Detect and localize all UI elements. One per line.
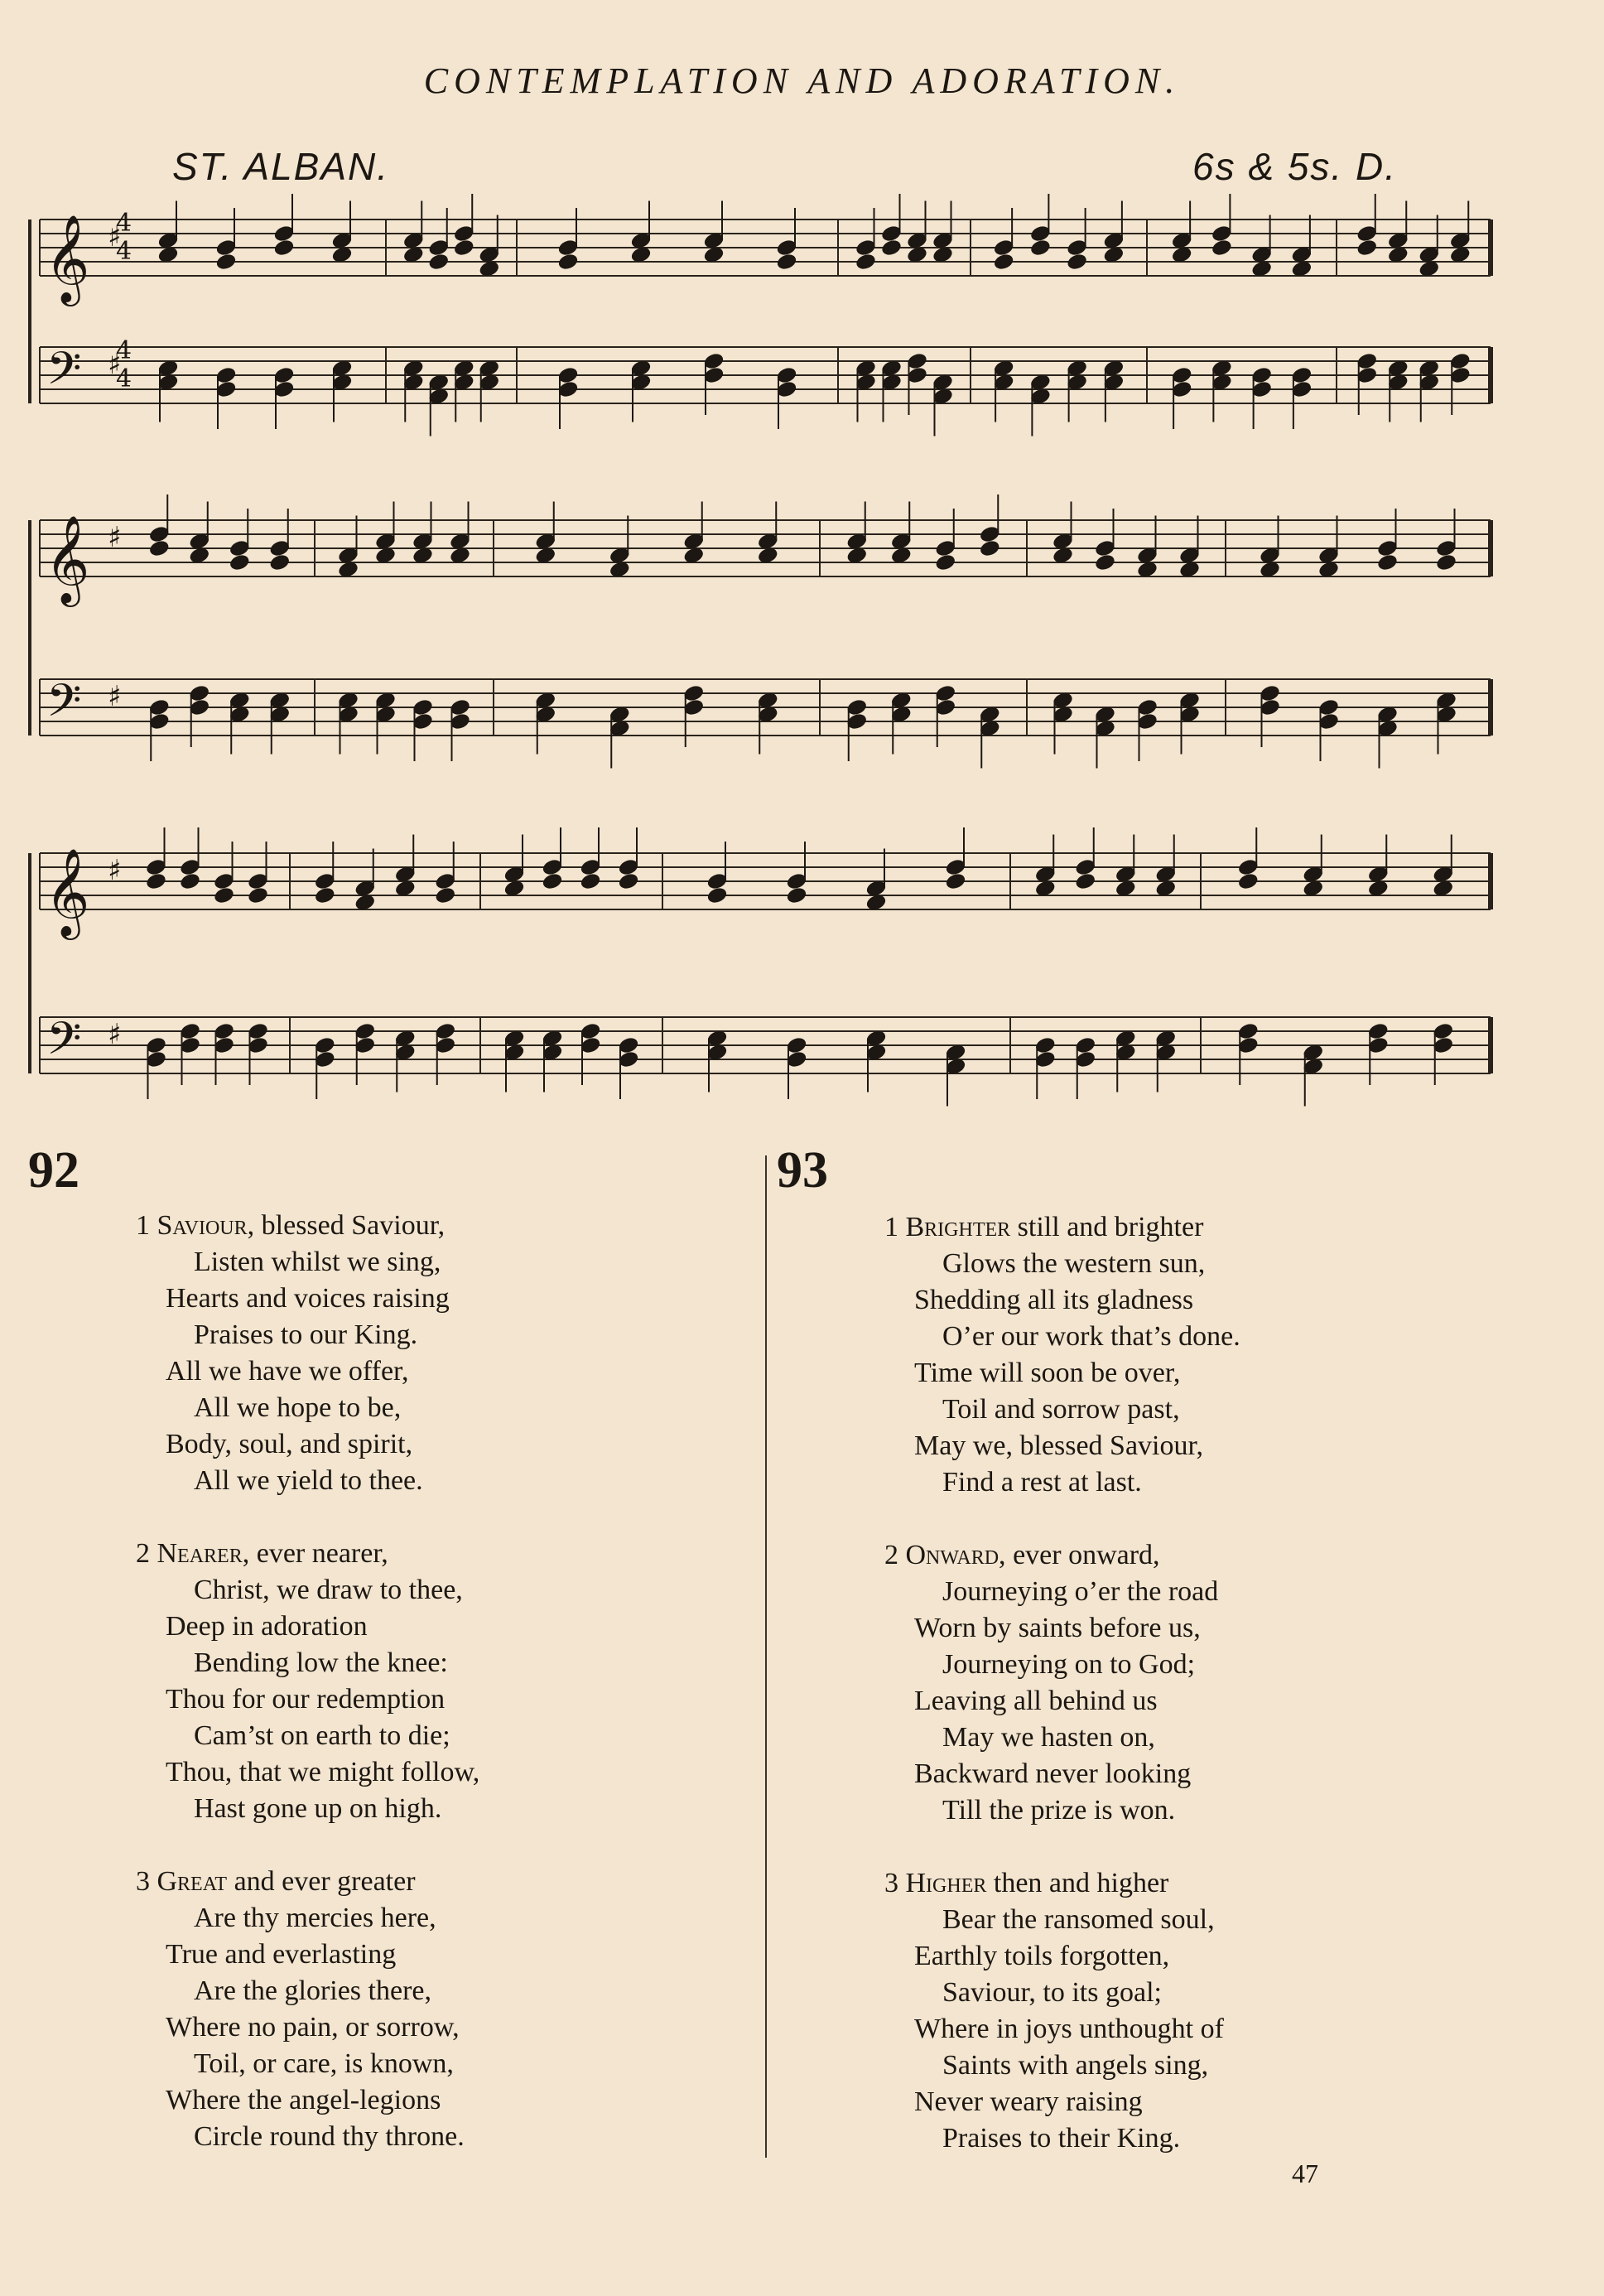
treble-clef-icon: 𝄞 <box>45 847 90 936</box>
note-head <box>435 886 456 904</box>
stanza-line <box>884 1209 1240 1246</box>
stanza-line: Toil, or care, is known, <box>194 2048 454 2079</box>
note-head <box>880 239 902 257</box>
stanza-line: Where no pain, or sorrow, <box>166 2012 460 2043</box>
stanza-line: Earthly toils forgotten, <box>914 1941 1170 1971</box>
time-signature-bottom: 4 <box>116 364 132 393</box>
note-head <box>945 872 966 890</box>
note-head <box>215 253 237 271</box>
stanza-line: Bending low the knee: <box>194 1647 448 1678</box>
stanza-line: Circle round thy throne. <box>194 2121 465 2152</box>
hymn-number-93: 93 <box>777 1142 828 1199</box>
note-head <box>618 872 639 890</box>
treble-clef-icon: 𝄞 <box>45 214 90 302</box>
key-signature-sharp-icon: ♯ <box>108 1018 122 1051</box>
stanza-first-word: Onward, <box>905 1540 1006 1570</box>
stanza-line: Hast gone up on high. <box>194 1793 442 1824</box>
note-head <box>855 253 876 271</box>
note-head <box>453 239 474 257</box>
hymn-92-text <box>136 1208 480 2192</box>
stanza-line: Saviour, to its goal; <box>942 1977 1162 2008</box>
note-head <box>979 539 1000 557</box>
stanza <box>884 1209 1240 1501</box>
stanza-line-text: and ever greater <box>234 1866 416 1897</box>
stanza-line-text: blessed Saviour, <box>261 1210 446 1241</box>
stanza-line-text: then and higher <box>993 1868 1169 1898</box>
stanza-line: Thou for our redemption <box>166 1684 446 1715</box>
note-head <box>1029 239 1051 257</box>
bass-clef-icon: 𝄢 <box>46 674 82 738</box>
stanza-number: 2 <box>884 1540 898 1570</box>
note-head <box>213 886 234 904</box>
treble-clef-icon: 𝄞 <box>45 514 90 603</box>
note-head <box>1211 239 1232 257</box>
stanza-first-word: Brighter <box>905 1212 1011 1242</box>
stanza-line: True and everlasting <box>166 1939 397 1970</box>
note-head <box>269 553 291 572</box>
stanza-line <box>884 1865 1240 1902</box>
stanza-line: Find a rest at last. <box>942 1467 1142 1498</box>
stanza-line <box>136 1864 479 1900</box>
key-signature-sharp-icon: ♯ <box>108 521 122 554</box>
note-head <box>706 886 728 904</box>
stanza-line: Glows the western sun, <box>942 1248 1206 1279</box>
stanza-line: Never weary raising <box>914 2086 1143 2117</box>
note-head <box>145 872 166 890</box>
stanza-line: Till the prize is won. <box>942 1795 1176 1826</box>
staff-lines <box>30 219 1491 1073</box>
note-head <box>247 886 268 904</box>
staff-clefs <box>45 209 132 1076</box>
stanza-line: Worn by saints before us, <box>914 1613 1201 1643</box>
music-score <box>0 0 1604 1126</box>
stanza-line: Body, soul, and spirit, <box>166 1429 413 1459</box>
note-head <box>935 553 956 572</box>
stanza-line: Where the angel-legions <box>166 2085 441 2115</box>
bass-clef-icon: 𝄢 <box>46 342 82 406</box>
stanza-line <box>884 1537 1240 1574</box>
note-heads <box>145 194 1471 1107</box>
note-head <box>314 886 335 904</box>
stanza-line: Where in joys unthought of <box>914 2014 1224 2044</box>
stanza-line: O’er our work that’s done. <box>942 1321 1240 1352</box>
time-signature-top: 4 <box>116 209 132 238</box>
key-signature-sharp-icon: ♯ <box>108 854 122 887</box>
stanza-line: Toil and sorrow past, <box>942 1394 1180 1425</box>
stanza-line: Are the glories there, <box>194 1975 431 2006</box>
stanza-line: Christ, we draw to thee, <box>194 1575 463 1605</box>
stanza <box>136 1536 480 1827</box>
stanza-first-word: Great <box>157 1866 228 1897</box>
note-head <box>1237 872 1259 890</box>
hymn-93-text <box>884 1209 1240 2193</box>
stanza-line: Bear the ransomed soul, <box>942 1904 1215 1935</box>
stanza-first-word: Saviour, <box>157 1210 255 1241</box>
stanza-line: All we have we offer, <box>166 1356 409 1387</box>
stanza-line: Listen whilst we sing, <box>194 1247 441 1277</box>
stanza-number: 3 <box>884 1868 898 1898</box>
stanza-line-text: ever nearer, <box>256 1538 388 1569</box>
meter-label: 6s & 5s. D. <box>1192 145 1397 188</box>
note-head <box>428 253 450 271</box>
stanza-first-word: Nearer, <box>157 1538 250 1569</box>
note-head <box>542 872 563 890</box>
stanza-line: Praises to our King. <box>194 1319 418 1350</box>
stanza-line: May we, blessed Saviour, <box>914 1430 1203 1461</box>
note-head <box>148 539 170 557</box>
stanza-line: Time will soon be over, <box>914 1358 1181 1388</box>
key-signature-sharp-icon: ♯ <box>108 680 122 713</box>
page-number: 47 <box>1292 2159 1318 2188</box>
stanza-line: Hearts and voices raising <box>166 1283 450 1314</box>
stanza-first-word: Higher <box>905 1868 987 1898</box>
stanza <box>136 1864 479 2155</box>
stanza-line <box>136 1208 479 1244</box>
time-signature-bottom: 4 <box>116 237 132 266</box>
tune-name: ST. ALBAN. <box>172 145 390 188</box>
note-head <box>179 872 200 890</box>
note-head <box>229 553 250 572</box>
stanza-number: 1 <box>884 1212 898 1242</box>
stanza-line-text: ever onward, <box>1013 1540 1160 1570</box>
stanza-line: Journeying on to God; <box>942 1649 1196 1680</box>
stanza-line: Thou, that we might follow, <box>166 1757 480 1787</box>
stanza-line-text: still and brighter <box>1017 1212 1204 1242</box>
stanza-line: Leaving all behind us <box>914 1686 1158 1716</box>
stanza-line: Deep in adoration <box>166 1611 368 1642</box>
hymn-number-92: 92 <box>28 1142 79 1199</box>
note-head <box>1376 553 1398 572</box>
key-signature-sharp-icon: ♯ <box>108 348 122 381</box>
note-head <box>776 253 797 271</box>
note-head <box>1356 239 1378 257</box>
stanza-line: Praises to their King. <box>942 2123 1181 2154</box>
stanza-line: Saints with angels sing, <box>942 2050 1209 2081</box>
stanza-line <box>136 1536 479 1572</box>
note-head <box>1094 553 1115 572</box>
stanza-line: May we hasten on, <box>942 1722 1155 1753</box>
stanza-number: 1 <box>136 1210 150 1241</box>
stanza <box>884 1537 1240 1829</box>
note-head <box>580 872 601 890</box>
stanza-line: All we hope to be, <box>194 1392 402 1423</box>
stanza <box>884 1865 1240 2157</box>
stanza-line: All we yield to thee. <box>194 1465 423 1496</box>
note-head <box>786 886 807 904</box>
note-head <box>557 253 579 271</box>
stanza-line: Shedding all its gladness <box>914 1285 1194 1315</box>
stanza-number: 2 <box>136 1538 150 1569</box>
stanza-line: Are thy mercies here, <box>194 1903 436 1933</box>
stanza-line: Cam’st on earth to die; <box>194 1720 450 1751</box>
stanza-line: Journeying o’er the road <box>942 1576 1219 1607</box>
time-signature-top: 4 <box>116 336 132 365</box>
stanza-number: 3 <box>136 1866 150 1897</box>
note-head <box>1067 253 1088 271</box>
key-signature-sharp-icon: ♯ <box>108 220 122 253</box>
note-head <box>1435 553 1457 572</box>
bass-clef-icon: 𝄢 <box>46 1012 82 1076</box>
stanza-line: Backward never looking <box>914 1758 1192 1789</box>
note-head <box>993 253 1014 271</box>
column-divider <box>765 1155 767 2158</box>
note-head <box>1075 872 1096 890</box>
note-head <box>273 239 295 257</box>
stanza <box>136 1208 479 1499</box>
section-title: CONTEMPLATION AND ADORATION. <box>423 60 1181 101</box>
